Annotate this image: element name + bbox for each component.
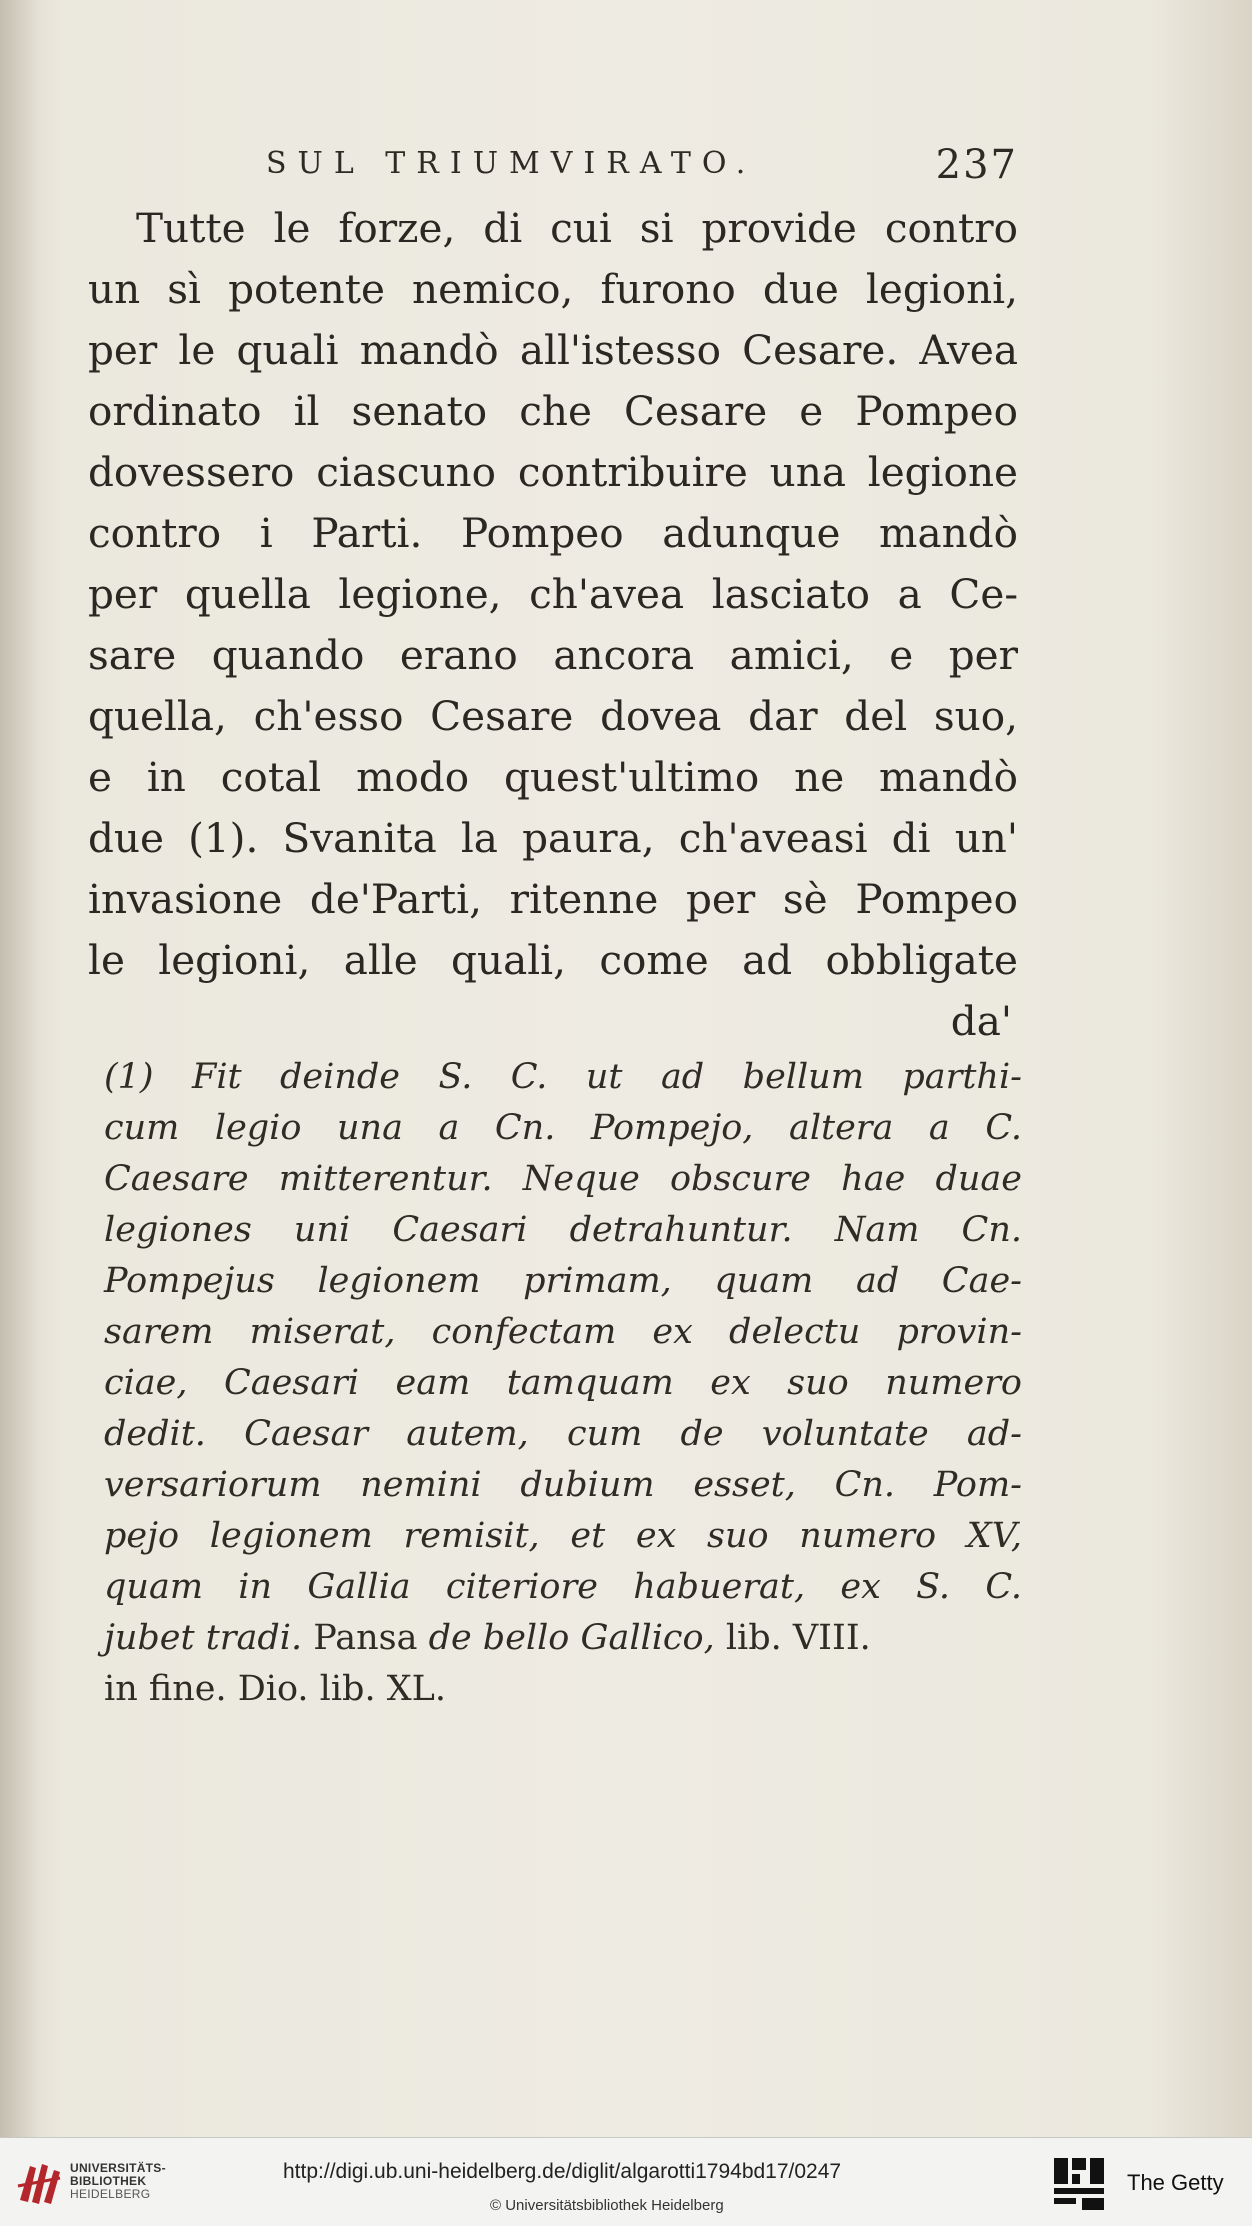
footnote-line: sarem miserat, confectam ex delectu provin- [104,1312,1022,1352]
text-line: quella, ch'esso Cesare dovea dar del suo, [88,692,1018,740]
permalink-link[interactable]: http://digi.ub.uni-heidelberg.de/diglit/algarotti1794bd17/0247 [283,2160,842,2183]
text-line: le legioni, alle quali, come ad obbligate [88,936,1018,984]
text-line: sare quando erano ancora amici, e per [88,631,1018,679]
footnote-italic: jubet tradi. [104,1618,303,1658]
footnote-line: quam in Gallia citeriore habuerat, ex S. C. [104,1567,1022,1607]
text-line: per le quali mandò all'istesso Cesare. Avea [88,326,1018,374]
catchword: da' [950,997,1012,1045]
text-line: e in cotal modo quest'ultimo ne mandò [88,753,1018,801]
viewer-footer [0,2137,1252,2226]
running-head [88,142,1018,192]
text-line: contro i Parti. Pompeo adunque mandò [88,509,1018,557]
university-library-logo [14,2156,64,2208]
footnote-line: Caesare mitterentur. Neque obscure hae duae [104,1159,1022,1199]
footnote-line: pejo legionem remisit, et ex suo numero XV, [104,1516,1022,1556]
footnote-line: Pompejus legionem primam, quam ad Cae- [104,1261,1022,1301]
footnote-line [104,1613,1022,1664]
footnote-italic: de bello Gallico, [428,1618,715,1658]
footnote-line: ciae, Caesari eam tamquam ex suo numero [104,1363,1022,1403]
text-line: Tutte le forze, di cui si provide contro [136,204,1018,252]
getty-logo [1052,2156,1106,2212]
main-text [88,198,1018,1052]
footnote [104,1052,1022,1715]
footnote-line: legiones uni Caesari detrahuntur. Nam Cn. [104,1210,1022,1250]
running-title: SUL TRIUMVIRATO. [266,146,757,181]
footnote-roman: lib. VIII. [714,1618,871,1658]
text-line: per quella legione, ch'avea lasciato a Ce- [88,570,1018,618]
text-line: dovessero ciascuno contribuire una legione [88,448,1018,496]
footnote-line: cum legio una a Cn. Pompejo, altera a C. [104,1108,1022,1148]
partner-name: The Getty [1127,2170,1224,2195]
page-number: 237 [935,142,1018,188]
footnote-line: (1) Fit deinde S. C. ut ad bellum parthi- [104,1057,1022,1097]
text-line: ordinato il senato che Cesare e Pompeo [88,387,1018,435]
footnote-roman: Pansa [302,1618,429,1658]
library-name: UNIVERSITÄTS- BIBLIOTHEK HEIDELBERG [70,2161,166,2201]
footnote-line: versariorum nemini dubium esset, Cn. Pom- [104,1465,1022,1505]
text-line: invasione de'Parti, ritenne per sè Pompeo [88,875,1018,923]
text-line: due (1). Svanita la paura, ch'aveasi di un' [88,814,1018,862]
text-line: un sì potente nemico, furono due legioni, [88,265,1018,313]
footnote-line: dedit. Caesar autem, cum de voluntate ad- [104,1414,1022,1454]
copyright-notice: © Universitätsbibliothek Heidelberg [490,2197,724,2214]
footnote-line: in fine. Dio. lib. XL. [104,1669,447,1709]
